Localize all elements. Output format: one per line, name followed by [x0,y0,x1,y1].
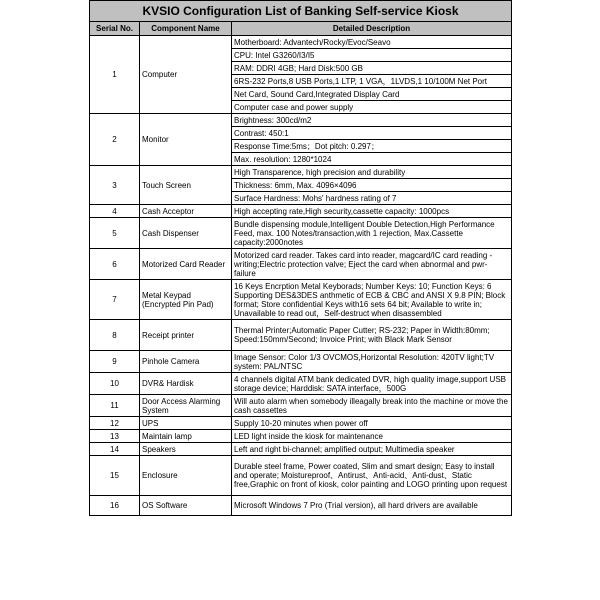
table-row [90,166,512,179]
component-cell: Metal Keypad (Encrypted Pin Pad) [140,280,232,320]
table-row [90,249,512,280]
serial-cell: 5 [90,218,140,249]
table-row [90,205,512,218]
component-cell: Motorized Card Reader [140,249,232,280]
serial-cell: 3 [90,166,140,205]
table-row [90,430,512,443]
config-table [89,0,512,516]
component-cell: OS Software [140,496,232,516]
table-row [90,114,512,127]
description-cell: Net Card, Sound Card,Integrated Display Card [232,88,512,101]
serial-cell: 13 [90,430,140,443]
component-cell: UPS [140,417,232,430]
description-cell: Computer case and power supply [232,101,512,114]
description-cell: Will auto alarm when somebody illeagally break into the machine or move the cash cassettes [232,395,512,417]
component-cell: Speakers [140,443,232,456]
table-row [90,373,512,395]
serial-cell: 6 [90,249,140,280]
config-list-document [89,0,511,516]
description-cell: RAM: DDRI 4GB; Hard Disk:500 GB [232,62,512,75]
table-row [90,496,512,516]
component-cell: DVR& Hardisk [140,373,232,395]
serial-cell: 4 [90,205,140,218]
table-row [90,417,512,430]
header-details: Detailed Description [232,22,512,36]
description-cell: CPU: Intel G3260/I3/I5 [232,49,512,62]
table-row [90,218,512,249]
description-cell: 6RS-232 Ports,8 USB Ports,1 LTP, 1 VGA，1LVDS,1 10/100M Net Port [232,75,512,88]
serial-cell: 12 [90,417,140,430]
description-cell: Bundle dispensing module,Intelligent Double Detection,High Performance Feed, max. 100 Notes/transaction,with 1 rejection, Max.Cassette capacity:2000notes [232,218,512,249]
description-cell: 4 channels digital ATM bank dedicated DVR, high quality image,support USB storage device; Harddisk: SATA interface，500G [232,373,512,395]
description-cell: Motorized card reader. Takes card into reader, magcard/IC card reading - writing;Electric protection valve; Eject the card when abnormal and pwr-failure [232,249,512,280]
serial-cell: 2 [90,114,140,166]
description-cell: Contrast: 450:1 [232,127,512,140]
table-row [90,456,512,496]
page-title: KVSIO Configuration List of Banking Self-service Kiosk [90,1,512,22]
description-cell: Image Sensor: Color 1/3 OVCMOS,Horizontal Resolution: 420TV light;TV system: PAL/NTSC [232,351,512,373]
serial-cell: 10 [90,373,140,395]
component-cell: Enclosure [140,456,232,496]
description-cell: Thermal Printer;Automatic Paper Cutter; RS-232; Paper in Width:80mm; Speed:150mm/Second; Invoice Print; with Black Mark Sensor [232,320,512,351]
serial-cell: 14 [90,443,140,456]
table-body [90,36,512,516]
table-row [90,351,512,373]
description-cell: LED light inside the kiosk for maintenance [232,430,512,443]
serial-cell: 11 [90,395,140,417]
component-cell: Touch Screen [140,166,232,205]
serial-cell: 7 [90,280,140,320]
component-cell: Monitor [140,114,232,166]
component-cell: Door Access Alarming System [140,395,232,417]
serial-cell: 8 [90,320,140,351]
component-cell: Cash Dispenser [140,218,232,249]
serial-cell: 16 [90,496,140,516]
table-row [90,395,512,417]
table-row [90,36,512,49]
description-cell: Thickness: 6mm, Max. 4096×4096 [232,179,512,192]
component-cell: Maintain lamp [140,430,232,443]
description-cell: High Transparence, high precision and durability [232,166,512,179]
component-cell: Computer [140,36,232,114]
header-component: Component Name [140,22,232,36]
description-cell: Durable steel frame, Power coated, Slim and smart design; Easy to install and operate; Moistureproof、Antirust、Anti-acid、Anti-dust、Static free,Graphic on front of kiosk, color painting and LOGO printing upon request [232,456,512,496]
table-row [90,280,512,320]
description-cell: Motherboard: Advantech/Rocky/Evoc/Seavo [232,36,512,49]
description-cell: Left and right bi-channel; amplified output; Multimedia speaker [232,443,512,456]
description-cell: Max. resolution: 1280*1024 [232,153,512,166]
description-cell: 16 Keys Encrption Metal Keyborads; Number Keys: 10; Function Keys: 6 Supporting DES&3DES anthmetic of ECB & CBC and ANSI X 9.8 PIN; Block format; Store confidential Keys with16 sets 64 bit; Available to write in; Unavailable to read out，Self-destruct when disassembled [232,280,512,320]
description-cell: Microsoft Windows 7 Pro (Trial version), all hard drivers are available [232,496,512,516]
serial-cell: 15 [90,456,140,496]
serial-cell: 9 [90,351,140,373]
table-row [90,443,512,456]
component-cell: Receipt printer [140,320,232,351]
description-cell: High accepting rate,High security,cassette capacity: 1000pcs [232,205,512,218]
description-cell: Response Time:5ms；Dot pitch: 0.297； [232,140,512,153]
component-cell: Cash Acceptor [140,205,232,218]
description-cell: Surface Hardness: Mohs' hardness rating of 7 [232,192,512,205]
component-cell: Pinhole Camera [140,351,232,373]
header-serial: Serial No. [90,22,140,36]
serial-cell: 1 [90,36,140,114]
table-row [90,320,512,351]
description-cell: Brightness: 300cd/m2 [232,114,512,127]
description-cell: Supply 10-20 minutes when power off [232,417,512,430]
